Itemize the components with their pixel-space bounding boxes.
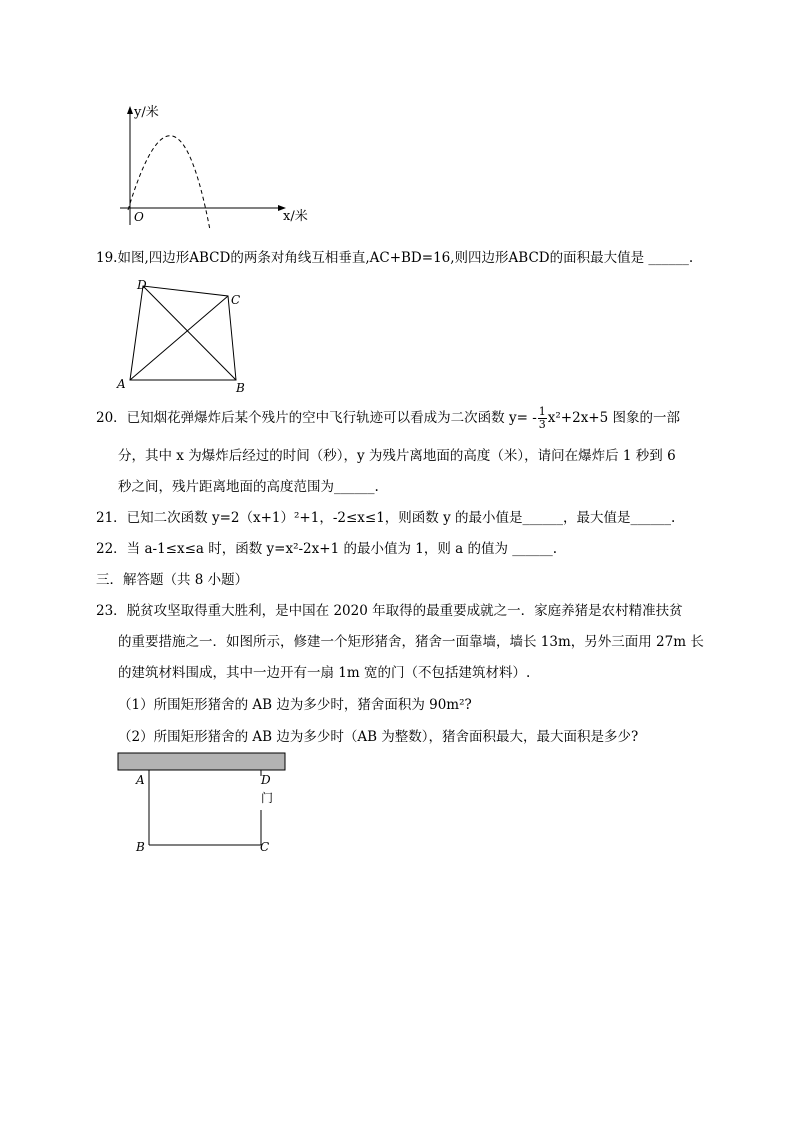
question-22-text: 22．当 a-1≤x≤a 时，函数 y=x²-2x+1 的最小值为 1，则 a 的值为 ______. xyxy=(96,541,558,557)
fraction-one-third xyxy=(538,406,547,431)
vertex-label-c: C xyxy=(231,293,241,307)
diagonal-bd xyxy=(143,286,236,380)
door-label: 门 xyxy=(261,791,274,805)
diagonal-ac xyxy=(130,296,228,380)
origin-label: O xyxy=(134,210,144,224)
y-axis-arrow xyxy=(127,106,133,114)
vertex-label-a: A xyxy=(117,377,126,391)
vertex-label-b: B xyxy=(236,381,245,395)
question-21-text: 21．已知二次函数 y=2（x+1）²+1，-2≤x≤1，则函数 y 的最小值是______，最大值是______. xyxy=(96,510,676,526)
question-19-text: 19.如图,四边形ABCD的两条对角线互相垂直,AC+BD=16,则四边形ABCD的面积最大值是 ______. xyxy=(96,250,694,266)
question-20-line-2: 分，其中 x 为爆炸后经过的时间（秒），y 为残片离地面的高度（米），请问在爆炸后 1 秒到 6 xyxy=(118,448,676,464)
question-20-line-1-post: x²+2x+5 图象的一部 xyxy=(547,410,680,426)
pig-pen-figure xyxy=(112,750,292,860)
quadrilateral-figure xyxy=(112,276,262,396)
question-20-line-1-pre: 20．已知烟花弹爆炸后某个残片的空中飞行轨迹可以看成为二次函数 y= - xyxy=(96,410,537,426)
point-label-b: B xyxy=(136,840,145,854)
fraction-numerator: 1 xyxy=(538,405,546,418)
wall xyxy=(118,753,285,770)
question-23-line-3: 的建筑材料围成，其中一边开有一扇 1m 宽的门（不包括建筑材料）. xyxy=(118,665,531,681)
question-23-part-1: （1）所围矩形猪舍的 AB 边为多少时，猪舍面积为 90m²? xyxy=(118,697,472,713)
question-20-line-1 xyxy=(96,406,680,431)
point-label-d: D xyxy=(261,773,271,787)
vertex-label-d: D xyxy=(137,278,147,292)
point-label-c: C xyxy=(260,840,270,854)
point-label-a: A xyxy=(136,773,145,787)
question-23-line-2: 的重要措施之一．如图所示，修建一个矩形猪舍，猪舍一面靠墙，墙长 13m，另外三面用 27m 长 xyxy=(118,634,704,650)
y-axis-label: y/米 xyxy=(134,105,159,120)
parabola-graph xyxy=(110,100,310,230)
section-3-title: 三．解答题（共 8 小题） xyxy=(96,572,249,588)
fraction-denominator: 3 xyxy=(538,418,546,431)
x-axis-label: x/米 xyxy=(283,209,308,224)
question-23-part-2: （2）所围矩形猪舍的 AB 边为多少时（AB 为整数），猪舍面积最大，最大面积是多少? xyxy=(118,729,639,745)
question-20-line-3: 秒之间，残片距离地面的高度范围为______. xyxy=(118,479,379,495)
question-23-line-1: 23．脱贫攻坚取得重大胜利，是中国在 2020 年取得的最重要成就之一．家庭养猪是农村精准扶贫 xyxy=(96,603,683,619)
